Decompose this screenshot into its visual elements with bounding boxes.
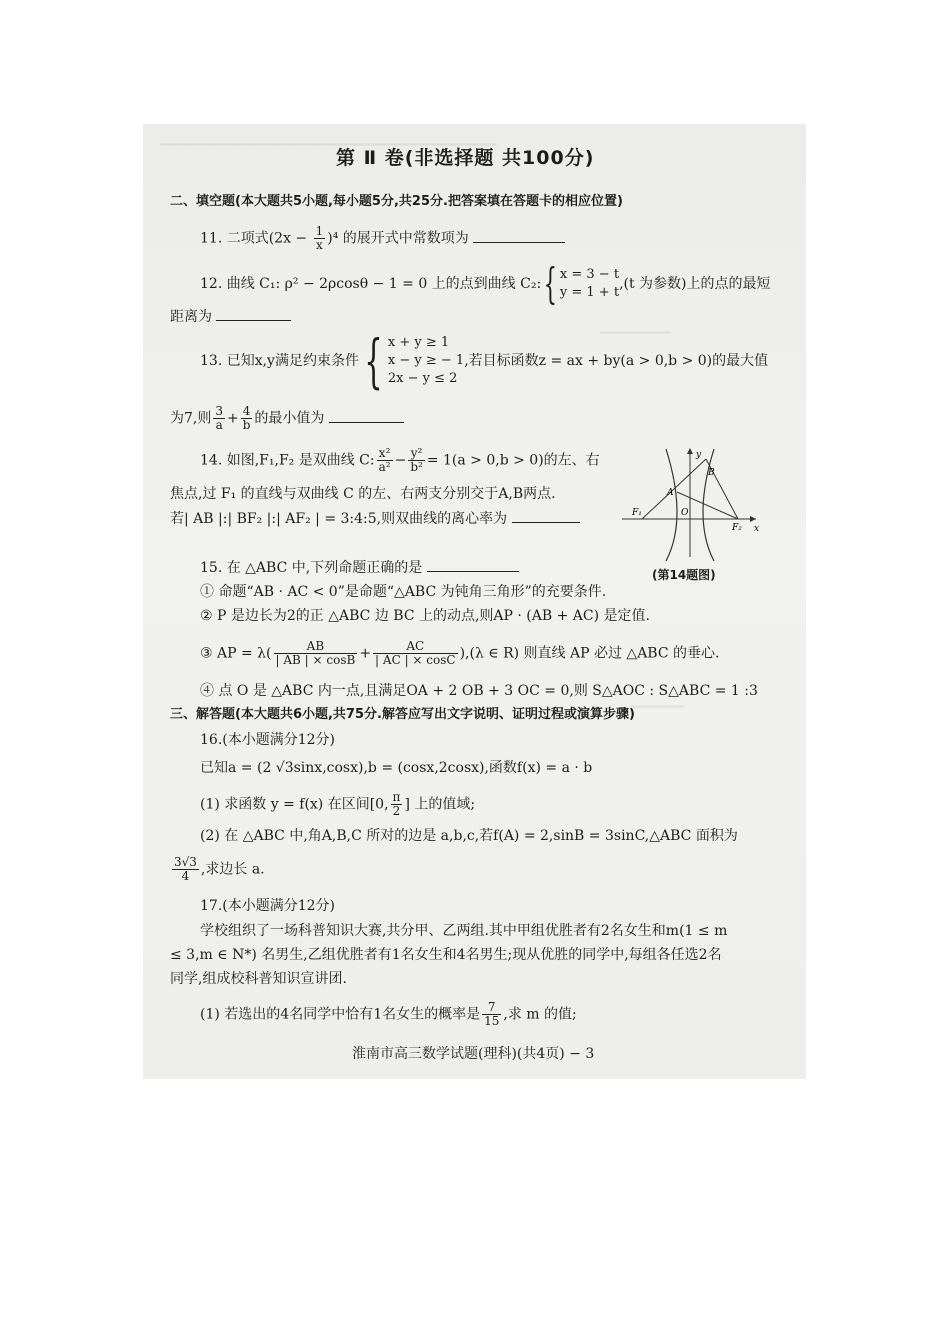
- part-title: 第 Ⅱ 卷(非选择题 共100分): [336, 147, 595, 169]
- question-13-continued: 为7,则 $\frac{3}{a}$ + $\frac{4}{b}$ 的最小值为: [170, 405, 404, 432]
- bleed-through-text: ━━━━━━━━━: [600, 326, 671, 341]
- brace-icon: {: [543, 259, 558, 308]
- fraction: $\frac{3√3}{4}$: [174, 855, 197, 883]
- fraction: $\frac{4}{b}$: [242, 404, 251, 432]
- option-3: ③ AP = λ( $\frac{AB}{| AB | \times \cos B}$ + $\frac{AC}{| AC | \times \cos C}$ ),(λ ∈ R) 则直线 AP 必过 △ABC 的垂心.: [200, 639, 720, 667]
- question-17-text-1: 学校组织了一场科普知识大赛,共分甲、乙两组.其中甲组优胜者有2名女生和m(1 ≤ m: [200, 923, 728, 939]
- bleed-through-text: ━━━━━━━: [630, 700, 685, 715]
- question-17-text-2: ≤ 3,m ∈ N*) 名男生,乙组优胜者有1名女生和4名男生;现从优胜的同学中,每组各任选2名: [170, 947, 722, 963]
- label-a: A: [667, 488, 674, 498]
- parametric-system: x = 3 − t y = 1 + t: [559, 267, 620, 300]
- fraction: $\frac{AC}{| AC | \times \cos C}$: [375, 639, 456, 667]
- answer-blank[interactable]: [473, 228, 565, 243]
- answer-blank[interactable]: [512, 508, 580, 523]
- label-o: O: [681, 508, 689, 518]
- question-16-part2: (2) 在 △ABC 中,角A,B,C 所对的边是 a,b,c,若f(A) = 2,sinB = 3sinC,△ABC 面积为: [200, 828, 738, 844]
- label-x: x: [754, 524, 760, 534]
- constraint-system: x + y ≥ 1 x − y ≥ − 1 2x − y ≤ 2: [387, 335, 465, 386]
- option-1: ① 命题“AB · AC < 0”是命题“△ABC 为钝角三角形”的充要条件.: [200, 584, 607, 600]
- question-14-line3: 若| AB |:| BF₂ |:| AF₂ | = 3:4:5,则双曲线的离心率为: [170, 508, 580, 529]
- question-12: 12. 曲线 C₁: ρ² − 2ρcosθ − 1 = 0 上的点到曲线 C₂:{ x = 3 − t y = 1 + t ,(t 为参数)上的点的最短: [200, 259, 771, 308]
- option-2: ② P 是边长为2的正 △ABC 边 BC 上的动点,则AP · (AB + AC) 是定值.: [200, 608, 650, 624]
- question-16-part1: (1) 求函数 y = f(x) 在区间[0, $\frac{\pi}{2}$ ] 上的值域;: [200, 790, 476, 818]
- figure-caption: (第14题图): [652, 568, 716, 582]
- brace-icon: {: [364, 327, 383, 395]
- y-axis-arrow: [687, 448, 693, 454]
- fraction: $\frac{\pi}{2}$: [392, 790, 401, 818]
- answer-blank[interactable]: [427, 557, 519, 572]
- label-f2: F₂: [732, 523, 742, 533]
- question-17-text-3: 同学,组成校科普知识宣讲团.: [170, 971, 347, 987]
- question-13: 13. 已知x,y满足约束条件{ x + y ≥ 1 x − y ≥ − 1 2x − y ≤ 2 ,若目标函数z = ax + by(a > 0,b > 0)的最大值: [200, 327, 769, 395]
- left-branch: [666, 449, 677, 561]
- answer-blank[interactable]: [329, 408, 404, 423]
- line-f1-b: [642, 459, 706, 519]
- question-16-given: 已知a = (2 √3sinx,cosx),b = (cosx,2cosx),函数f(x) = a · b: [200, 760, 593, 776]
- section-heading-solutions: 三、解答题(本大题共6小题,共75分.解答应写出文字说明、证明过程或演算步骤): [170, 707, 635, 722]
- fraction: $\frac{\text{x²}}{\text{a²}}$: [378, 446, 391, 474]
- question-14: 14. 如图,F₁,F₂ 是双曲线 C: $\frac{\text{x²}}{\text{a²}}$ − $\frac{\text{y²}}{\text{b²}}$ = 1(a > 0,b > 0)的左、右: [200, 446, 600, 474]
- fraction: $\frac{AB}{| AB | \times \cos B}$: [275, 639, 356, 667]
- fraction: $\frac{3}{a}$: [215, 404, 223, 432]
- question-12-continued: 距离为: [170, 306, 291, 327]
- question-15: 15. 在 △ABC 中,下列命题正确的是: [200, 557, 519, 578]
- x-axis-arrow: [750, 516, 756, 522]
- answer-blank[interactable]: [216, 306, 291, 321]
- fraction: $\frac{7}{15}$: [484, 1000, 500, 1028]
- section-heading-fill-in: 二、填空题(本大题共5小题,每小题5分,共25分.把答案填在答题卡的相应位置): [170, 194, 623, 209]
- question-16-header: 16.(本小题满分12分): [200, 732, 336, 748]
- option-4: ④ 点 O 是 △ABC 内一点,且满足OA + 2 OB + 3 OC = 0,则 S△AOC : S△ABC = 1 :3: [200, 683, 758, 699]
- label-b: B: [708, 468, 715, 478]
- fraction: $\frac{\text{y²}}{\text{b²}}$: [410, 446, 423, 474]
- fraction: $\frac{1}{x}$: [315, 224, 324, 252]
- question-11: 11. 二项式(2x − $\frac{1}{x}$ )⁴ 的展开式中常数项为: [200, 225, 565, 252]
- right-branch: [703, 449, 714, 561]
- question-16-part2-continued: $\frac{3√3}{4}$ ,求边长 a.: [174, 855, 265, 883]
- question-17-part1: (1) 若选出的4名同学中恰有1名女生的概率是 $\frac{7}{15}$ ,求 m 的值;: [200, 1000, 577, 1028]
- question-14-line2: 焦点,过 F₁ 的直线与双曲线 C 的左、右两支分别交于A,B两点.: [170, 486, 556, 502]
- hyperbola-figure: [614, 445, 764, 565]
- label-f1: F₁: [632, 508, 642, 518]
- label-y: y: [696, 450, 702, 460]
- page-footer: 淮南市高三数学试题(理科)(共4页) − 3: [352, 1046, 595, 1062]
- question-17-header: 17.(本小题满分12分): [200, 898, 336, 914]
- bleed-through-text: ━━━━━━━━━━━━━━━━━━━━━━━━━━━━━━━━━━━━━━━━━━━: [160, 138, 497, 153]
